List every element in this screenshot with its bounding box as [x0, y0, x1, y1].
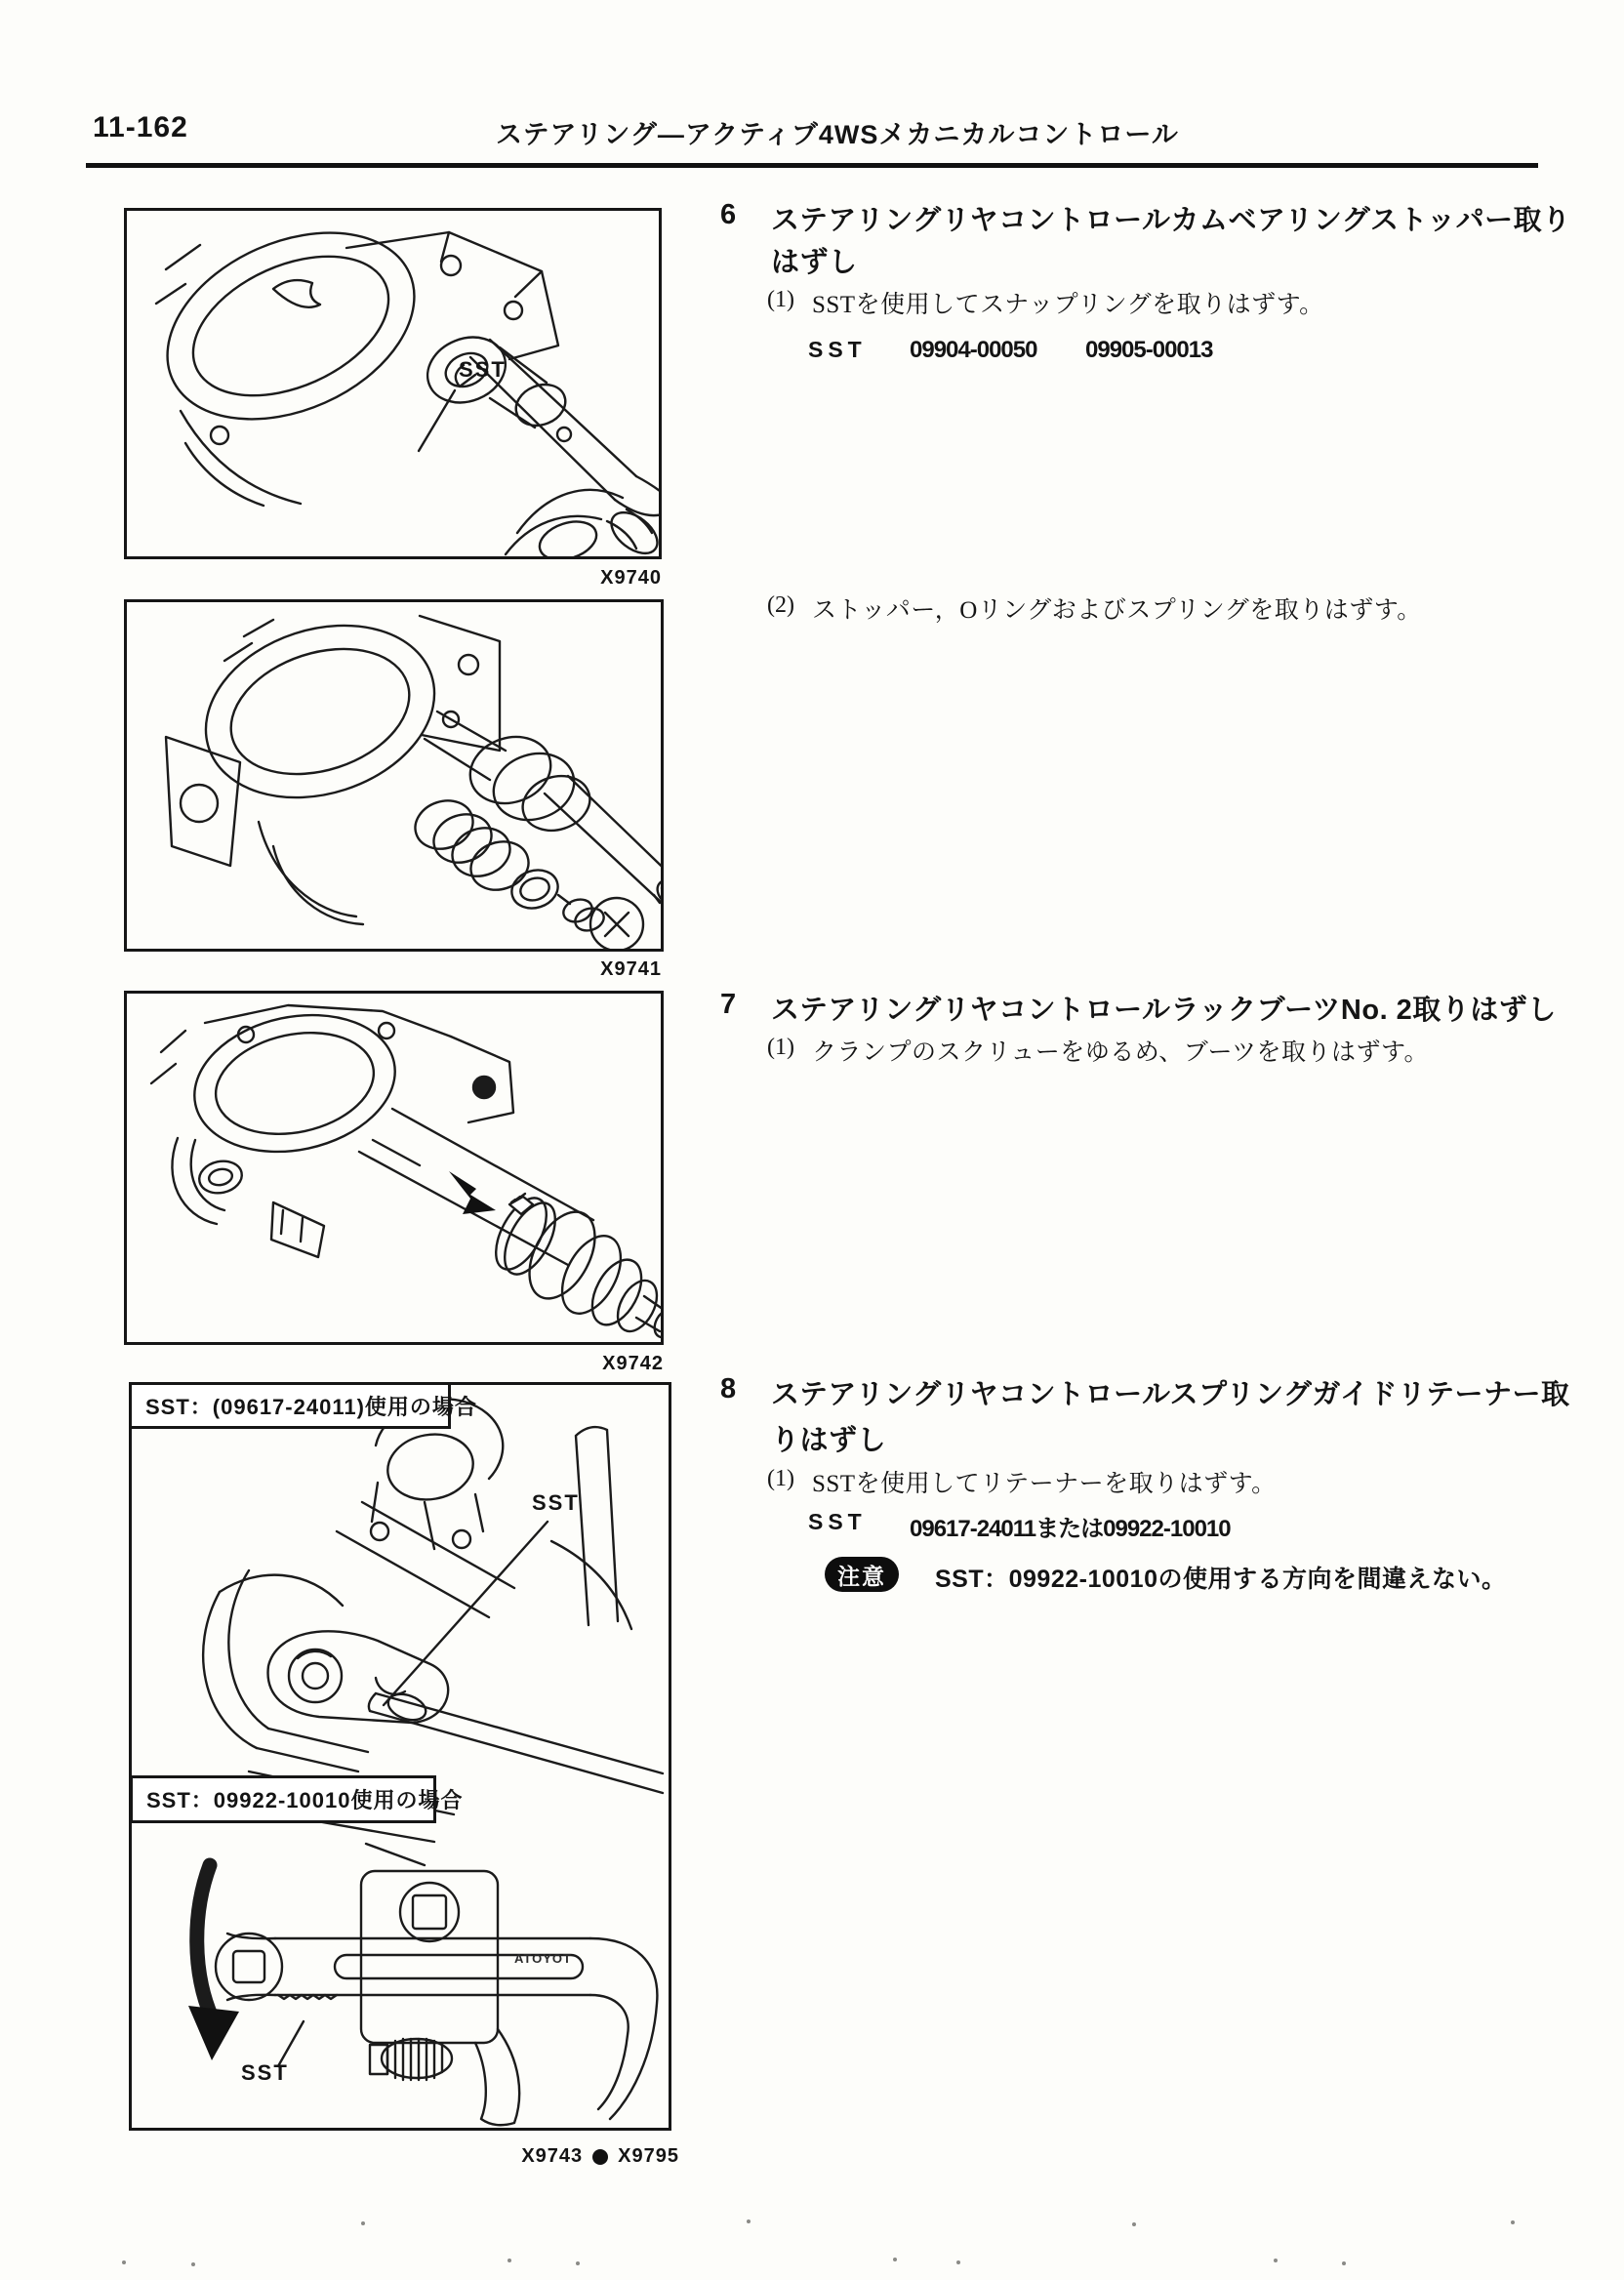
snap-ring-pliers-illustration	[127, 211, 659, 556]
caption-box-sst-09922: SST：09922-10010使用の場合	[130, 1775, 436, 1823]
retainer-plate-and-boss	[268, 1631, 449, 1723]
wrench-adjuster-worm	[370, 2039, 452, 2080]
figure-number-x9742: X9742	[602, 1353, 664, 1374]
sst-leader-line	[419, 390, 455, 451]
step-8-sst-label: SST	[808, 1509, 867, 1534]
screw-plug	[558, 895, 643, 949]
step-6-sst-number-2: 09905-00013	[1085, 337, 1213, 363]
sst-callout-label-top: SST	[532, 1490, 580, 1515]
figure-stopper-spring-exploded	[124, 599, 664, 952]
step-6-item-2-marker: (2)	[767, 592, 794, 618]
step-6-title-line-2: はずし	[771, 247, 858, 278]
step-6-number: 6	[720, 199, 737, 230]
figure-number-row	[390, 2145, 679, 2168]
step-6-item-2-text: ストッパー，Oリングおよびスプリングを取りはずす。	[812, 597, 1422, 624]
step-8-number: 8	[720, 1373, 737, 1405]
wrench-brand-text: ATOYOT	[514, 1951, 572, 1966]
step-8-title-line-1: ステアリングリヤコントロールスプリングガイドリテーナー取	[771, 1379, 1570, 1410]
rack-housing-outline	[151, 998, 513, 1257]
header-rule	[86, 163, 1538, 168]
step-7-item-1-text: クランプのスクリューをゆるめ、ブーツを取りはずす。	[812, 1039, 1430, 1066]
wrench-drive-ring	[216, 1934, 282, 2000]
rotation-arrow-icon	[188, 1865, 239, 2060]
clamp-pointer-arrow-icon	[449, 1171, 496, 1214]
o-ring	[507, 865, 562, 915]
caption-box-sst-09617: SST：(09617-24011)使用の場合	[129, 1382, 451, 1429]
stopper-spring-illustration	[127, 602, 661, 949]
caution-badge: 注意	[825, 1557, 899, 1592]
step-6-title-line-1: ステアリングリヤコントロールカムベアリングストッパー取り	[771, 205, 1571, 236]
step-7-number: 7	[720, 989, 737, 1020]
knuckle-housing-outline	[166, 602, 500, 924]
figure-snap-ring-pliers	[124, 208, 662, 559]
rack-boot-illustration	[127, 994, 661, 1342]
figure-number-x9743: X9743	[521, 2145, 584, 2167]
step-8-title-line-2: りはずし	[771, 1425, 887, 1456]
rack-cylinder	[359, 1109, 593, 1265]
figure-number-x9740: X9740	[600, 567, 662, 589]
sst-leader-line-top	[384, 1522, 548, 1705]
sst-callout-label-bottom: SST	[241, 2060, 289, 2085]
page-number: 11-162	[93, 111, 188, 143]
separator-dot-icon	[592, 2149, 608, 2165]
figure-rack-boot-clamp	[124, 991, 664, 1345]
sst-callout-label: SST	[459, 357, 507, 382]
wrench-jaws	[475, 1938, 657, 2125]
step-6-item-1-text: SSTを使用してスナップリングを取りはずす。	[812, 292, 1324, 318]
step-6-sst-label: SST	[808, 337, 867, 362]
caution-text: SST：09922-10010の使用する方向を間違えない。	[935, 1566, 1507, 1593]
figure-number-x9741: X9741	[600, 958, 662, 980]
figure-number-x9795: X9795	[618, 2145, 679, 2167]
step-8-item-1-marker: (1)	[767, 1466, 794, 1491]
figure-sst-retainer-removal	[129, 1382, 671, 2131]
rubber-boot	[516, 1201, 661, 1340]
control-shaft	[545, 776, 661, 911]
sst-usage-illustration	[132, 1385, 669, 2128]
step-8-sst-number-1: 09617-24011または09922-10010	[910, 1516, 1231, 1542]
step-7-item-1-marker: (1)	[767, 1035, 794, 1060]
step-8-item-1-text: SSTを使用してリテーナーを取りはずす。	[812, 1471, 1277, 1497]
boot-clamp	[486, 1190, 566, 1282]
hand-icon	[506, 490, 652, 556]
step-7-title-line-1: ステアリングリヤコントロールラックブーツNo. 2取りはずし	[771, 995, 1557, 1026]
page-title: ステアリング—アクティブ4WSメカニカルコントロール	[496, 120, 1179, 149]
wrench-head	[361, 1871, 498, 2043]
step-6-sst-number-1: 09904-00050	[910, 337, 1037, 363]
step-6-item-1-marker: (1)	[767, 287, 794, 312]
